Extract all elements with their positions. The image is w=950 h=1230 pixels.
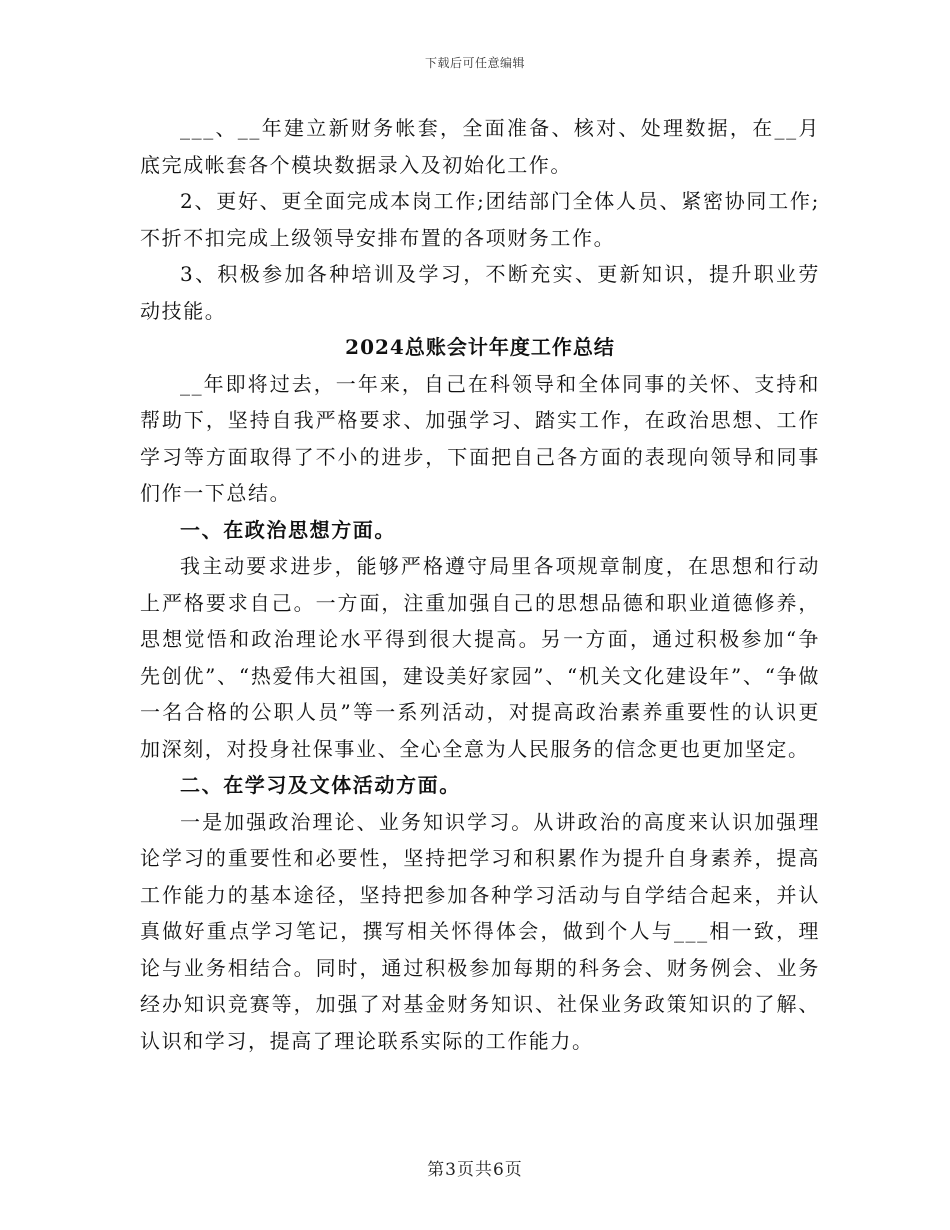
paragraph-4: __年即将过去，一年来，自己在科领导和全体同事的关怀、支持和帮助下，坚持自我严格要求、加强学习、踏实工作，在政治思想、工作学习等方面取得了不小的进步，下面把自己各方面的表现向领导和同事们作一下总结。 xyxy=(140,371,820,505)
section-heading-1: 一、在政治思想方面。 xyxy=(180,517,396,542)
header-note: 下载后可任意编辑 xyxy=(424,56,525,70)
section-heading-2: 二、在学习及文体活动方面。 xyxy=(180,773,461,797)
paragraph-1: ___、__年建立新财务帐套，全面准备、核对、处理数据，在__月底完成帐套各个模块数据录入及初始化工作。 xyxy=(140,116,820,177)
paragraph-5: 我主动要求进步，能够严格遵守局里各项规章制度，在思想和行动上严格要求自己。一方面，注重加强自己的思想品德和职业道德修养，思想觉悟和政治理论水平得到很大提高。另一方面，通过积极参加“争先创优”、“热爱伟大祖国，建设美好家园”、“机关文化建设年”、“争做一名合格的公职人员”等一系列活动，对提高政治素养重要性的认识更加深刻，对投身社保事业、全心全意为人民服务的信念更也更加坚定。 xyxy=(140,554,820,761)
document-body xyxy=(140,110,820,1059)
document-title: 2024总账会计年度工作总结 xyxy=(345,335,615,359)
page-indicator: 第3页共6页 xyxy=(427,1160,523,1180)
paragraph-3: 3、积极参加各种培训及学习，不断充实、更新知识，提升职业劳动技能。 xyxy=(140,262,820,323)
paragraph-6: 一是加强政治理论、业务知识学习。从讲政治的高度来认识加强理论学习的重要性和必要性，坚持把学习和积累作为提升自身素养，提高工作能力的基本途径，坚持把参加各种学习活动与自学结合起来，并认真做好重点学习笔记，撰写相关怀得体会，做到个人与___相一致，理论与业务相结合。同时，通过积极参加每期的科务会、财务例会、业务经办知识竞赛等，加强了对基金财务知识、社保业务政策知识的了解、认识和学习，提高了理论联系实际的工作能力。 xyxy=(140,809,820,1053)
paragraph-2: 2、更好、更全面完成本岗工作;团结部门全体人员、紧密协同工作;不折不扣完成上级领导安排布置的各项财务工作。 xyxy=(140,189,820,250)
